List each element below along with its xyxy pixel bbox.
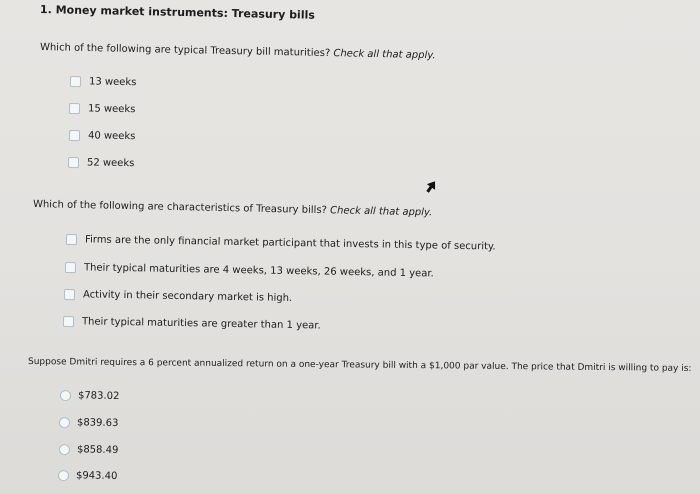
question-1-text: Which of the following are typical Treasury bill maturities?: [39, 42, 331, 60]
q1-option-3[interactable]: [69, 130, 136, 142]
q3-option-3[interactable]: [59, 444, 119, 456]
q2-option-4[interactable]: [63, 316, 321, 331]
q2-option-2[interactable]: [65, 262, 434, 279]
q2-option-label: Their typical maturities are 4 weeks, 13 weeks, 26 weeks, and 1 year.: [83, 262, 434, 280]
q3-option-2[interactable]: [59, 417, 119, 429]
checkbox-icon[interactable]: [68, 157, 79, 168]
q3-option-1[interactable]: [60, 390, 120, 402]
q1-option-label: 15 weeks: [87, 103, 136, 116]
q1-option-4[interactable]: [68, 157, 135, 169]
checkbox-icon[interactable]: [63, 316, 74, 327]
radio-icon[interactable]: [59, 444, 70, 455]
question-3-prompt: [28, 357, 692, 374]
section-title: 1. Money market instruments: Treasury bills: [39, 3, 316, 22]
checkbox-icon[interactable]: [66, 234, 77, 245]
question-2-prompt: [33, 199, 433, 218]
question-3-text: Suppose Dmitri requires a 6 percent annualized return on a one-year Treasury bill with a $1,000 par value. The price that Dmitri is willing to pay is:: [27, 357, 692, 374]
q2-option-label: Firms are the only financial market participant that invests in this type of security.: [84, 234, 496, 253]
checkbox-icon[interactable]: [69, 130, 80, 141]
q3-option-label: $858.49: [76, 444, 119, 457]
checkbox-icon[interactable]: [65, 262, 76, 273]
q3-option-label: $839.63: [76, 417, 119, 430]
q2-option-3[interactable]: [64, 289, 292, 304]
checkbox-icon[interactable]: [64, 289, 75, 300]
mouse-cursor-icon: [426, 180, 436, 194]
q1-option-label: 40 weeks: [87, 130, 136, 143]
question-2-instruction: Check all that apply.: [329, 205, 433, 219]
q2-option-1[interactable]: [66, 234, 496, 252]
q1-option-2[interactable]: [69, 103, 136, 115]
radio-icon[interactable]: [60, 390, 71, 401]
question-1-instruction: Check all that apply.: [333, 48, 436, 62]
q3-option-label: $783.02: [77, 390, 120, 403]
radio-icon[interactable]: [59, 417, 70, 428]
checkbox-icon[interactable]: [69, 103, 80, 114]
q1-option-label: 52 weeks: [86, 157, 135, 170]
q2-option-label: Their typical maturities are greater than 1 year.: [81, 316, 321, 332]
q1-option-1[interactable]: [70, 76, 137, 88]
q3-option-4[interactable]: [58, 470, 118, 482]
q3-option-label: $943.40: [75, 470, 118, 483]
question-2-text: Which of the following are characteristics of Treasury bills?: [32, 199, 328, 217]
radio-icon[interactable]: [58, 470, 69, 481]
checkbox-icon[interactable]: [70, 76, 81, 87]
question-1-prompt: [40, 42, 436, 61]
q1-option-label: 13 weeks: [88, 76, 137, 89]
q2-option-label: Activity in their secondary market is high.: [82, 289, 293, 304]
